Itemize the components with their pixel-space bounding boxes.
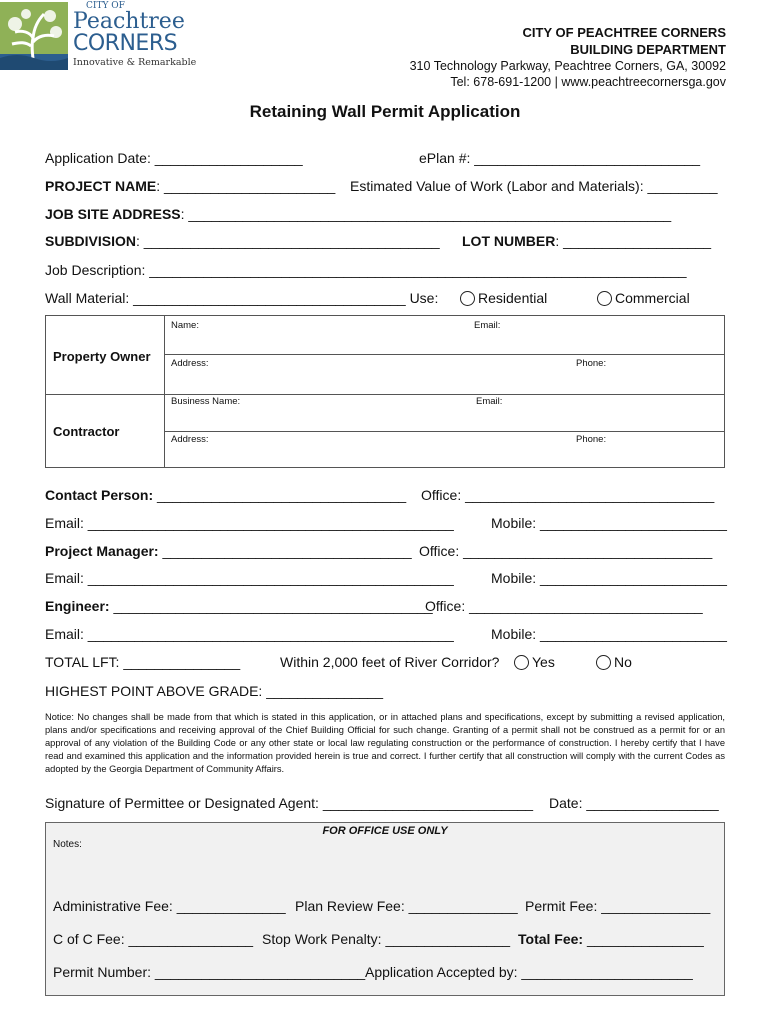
engineer-line: _________________________________________ <box>109 598 433 614</box>
contact-person-field[interactable] <box>45 487 406 503</box>
org-contact: Tel: 678-691-1200 | www.peachtreecornersga.gov <box>450 75 726 89</box>
signature-date-field[interactable]: Date: _________________ <box>549 795 719 811</box>
parties-table <box>45 315 725 468</box>
residential-radio[interactable] <box>460 291 475 306</box>
org-department: BUILDING DEPARTMENT <box>570 42 726 57</box>
no-label: No <box>614 654 632 670</box>
permit-number-field[interactable]: Permit Number: ___________________________ <box>53 964 366 980</box>
total-lft-field[interactable]: TOTAL LFT: _______________ <box>45 654 241 670</box>
total-fee-line: _______________ <box>583 931 704 947</box>
logo-line1: Peachtree <box>73 9 185 34</box>
page-title: Retaining Wall Permit Application <box>249 102 521 121</box>
project-name-label: PROJECT NAME <box>45 178 157 194</box>
river-corridor-label: Within 2,000 feet of River Corridor? <box>280 654 500 670</box>
engineer-field[interactable] <box>45 598 433 614</box>
notice-text: Notice: No changes shall be made from that which is stated in this application, or in attached plans and specifications, except by submitting a revised application, plans and/or specifications and receiving approval of the Chief Building Official for such change. Granting of a permit shall not be construed as a permit for or an approval of any violation of the Building Code or any other state or local law regulating construction or the performance of construction. I hereby certify that I have read and examined this application and the information provided herein is true and correct. I further certify that all construction will comply with the current Codes as adopted by the Georgia Department of Community Affairs. <box>45 712 725 774</box>
org-address: 310 Technology Parkway, Peachtree Corners, GA, 30092 <box>409 59 726 73</box>
contact-office-field[interactable]: Office: ________________________________ <box>421 487 715 503</box>
commercial-label: Commercial <box>615 290 690 306</box>
commercial-radio[interactable] <box>597 291 612 306</box>
owner-email-cell[interactable]: Email: <box>474 320 501 331</box>
logo-city-of: CITY OF <box>86 1 125 11</box>
plan-review-fee-field[interactable]: Plan Review Fee: ______________ <box>295 898 518 914</box>
contractor-label: Contractor <box>53 424 120 439</box>
wall-material-field[interactable]: Wall Material: ___________________________________ Use: <box>45 290 439 306</box>
yes-label: Yes <box>532 654 555 670</box>
yes-radio[interactable] <box>514 655 529 670</box>
signature-field[interactable]: Signature of Permittee or Designated Agent: ___________________________ <box>45 795 534 811</box>
no-radio[interactable] <box>596 655 611 670</box>
job-site-label: JOB SITE ADDRESS <box>45 206 181 222</box>
contact-person-label: Contact Person: <box>45 487 154 503</box>
engineer-office-field[interactable]: Office: ______________________________ <box>425 598 703 614</box>
c-of-c-fee-field[interactable]: C of C Fee: ________________ <box>53 931 254 947</box>
application-date-field[interactable]: Application Date: ___________________ <box>45 150 303 166</box>
city-logo <box>0 0 197 72</box>
contractor-email-cell[interactable]: Email: <box>476 396 503 407</box>
owner-name-cell[interactable]: Name: <box>171 320 199 331</box>
office-use-box <box>45 822 725 996</box>
application-accepted-field[interactable]: Application Accepted by: ______________________ <box>365 964 693 980</box>
logo-line2: CORNERS <box>73 31 178 56</box>
total-fee-field[interactable] <box>518 931 704 947</box>
total-fee-label: Total Fee: <box>518 931 584 947</box>
residential-label: Residential <box>478 290 548 306</box>
job-site-line: : ______________________________________________________________ <box>180 206 672 222</box>
subdivision-field[interactable] <box>45 233 440 249</box>
subdivision-line: : ______________________________________ <box>136 233 440 249</box>
pm-office-field[interactable]: Office: ________________________________ <box>419 543 713 559</box>
project-manager-field[interactable] <box>45 543 412 559</box>
use-commercial-option[interactable] <box>597 290 690 306</box>
river-no-option[interactable] <box>596 654 632 670</box>
highest-point-field[interactable]: HIGHEST POINT ABOVE GRADE: _______________ <box>45 683 383 699</box>
pm-email-field[interactable]: Email: _______________________________________________ <box>45 570 454 586</box>
owner-address-cell[interactable]: Address: <box>171 358 209 369</box>
engineer-email-field[interactable]: Email: _______________________________________________ <box>45 626 454 642</box>
owner-phone-cell[interactable]: Phone: <box>576 358 607 369</box>
estimated-value-field[interactable]: Estimated Value of Work (Labor and Materials): _________ <box>350 178 718 194</box>
subdivision-label: SUBDIVISION <box>45 233 137 249</box>
lot-number-field[interactable] <box>462 233 711 249</box>
job-description-field[interactable]: Job Description: _____________________________________________________________________ <box>45 262 687 278</box>
pm-mobile-field[interactable]: Mobile: ________________________ <box>491 570 727 586</box>
org-name: CITY OF PEACHTREE CORNERS <box>522 25 726 40</box>
property-owner-label: Property Owner <box>53 349 151 364</box>
engineer-label: Engineer: <box>45 598 110 614</box>
contractor-address-cell[interactable]: Address: <box>171 434 209 445</box>
project-name-field[interactable] <box>45 178 335 194</box>
project-manager-label: Project Manager: <box>45 543 159 559</box>
contractor-phone-cell[interactable]: Phone: <box>576 434 607 445</box>
stop-work-penalty-field[interactable]: Stop Work Penalty: ________________ <box>262 931 511 947</box>
lot-number-line: : ___________________ <box>555 233 712 249</box>
contact-mobile-field[interactable]: Mobile: ________________________ <box>491 515 727 531</box>
office-use-title: FOR OFFICE USE ONLY <box>322 825 448 837</box>
logo-tagline: Innovative & Remarkable <box>73 57 197 68</box>
use-residential-option[interactable] <box>460 290 547 306</box>
river-yes-option[interactable] <box>514 654 555 670</box>
project-name-line: : ______________________ <box>156 178 336 194</box>
contact-person-line: ________________________________ <box>153 487 407 503</box>
admin-fee-field[interactable]: Administrative Fee: ______________ <box>53 898 286 914</box>
lot-number-label: LOT NUMBER <box>462 233 556 249</box>
tree-logo-icon <box>0 2 68 70</box>
contact-email-field[interactable]: Email: _______________________________________________ <box>45 515 454 531</box>
engineer-mobile-field[interactable]: Mobile: ________________________ <box>491 626 727 642</box>
contractor-business-name-cell[interactable]: Business Name: <box>171 396 241 407</box>
eplan-field[interactable]: ePlan #: _____________________________ <box>419 150 701 166</box>
notes-field[interactable]: Notes: <box>53 839 82 850</box>
project-manager-line: ________________________________ <box>158 543 412 559</box>
permit-fee-field[interactable]: Permit Fee: ______________ <box>525 898 711 914</box>
job-site-address-field[interactable] <box>45 206 671 222</box>
